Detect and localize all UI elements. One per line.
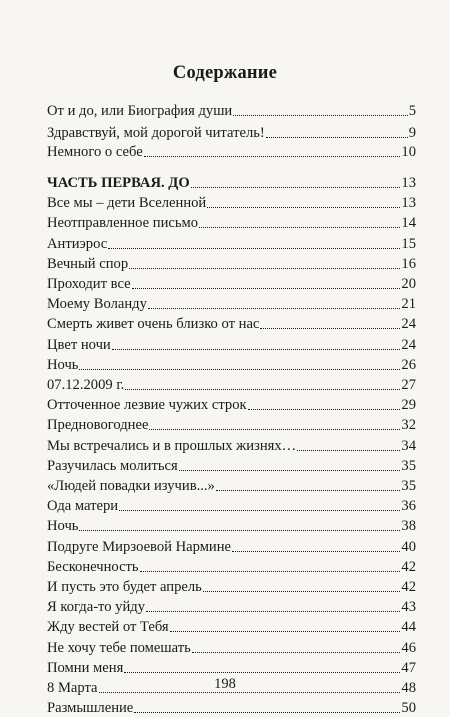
toc-entry-page: 21 [401,296,416,313]
toc-entry-title: 07.12.2009 г. [47,377,125,393]
toc-entry-page: 36 [401,498,416,515]
toc-entry [47,275,416,293]
toc-entry [47,639,416,657]
dot-leader [297,449,400,451]
toc-entry-page: 29 [401,397,416,414]
toc-entry-page: 24 [401,336,416,353]
toc-entry-title: Не хочу тебе помешать [47,639,191,656]
toc-entry-title: Бесконечность [47,558,139,575]
toc-entry [47,618,416,636]
toc-entry-title: 8 Марта [47,680,98,696]
toc-entry-title: Подруге Мирзоевой Нармине [47,538,232,555]
toc-entry-title: Ода матери [47,498,119,515]
dot-leader [216,489,401,491]
toc-entry-page: 43 [401,599,416,616]
toc-entry-title: Я когда-то уйду [47,599,146,616]
toc-entry [47,376,416,394]
toc-entry-title: Отточенное лезвие чужих строк [47,397,247,414]
dot-leader [132,287,401,289]
toc-entry-page: 48 [401,680,416,696]
toc-entry [47,295,416,313]
toc-entry [47,578,416,596]
toc-entry-title: Цвет ночи [47,336,111,353]
toc-entry-title: Разучилась молиться [47,457,178,474]
dot-leader [79,529,400,531]
toc-entry-title: Проходит все [47,276,131,292]
toc-entry-page: 44 [401,619,416,636]
toc-entry [47,214,416,232]
toc-entry-page: 10 [401,144,416,160]
toc-entry-title: Все мы – дети Вселенной [47,195,207,212]
toc-entry-page: 27 [401,377,416,393]
dot-leader [125,388,400,390]
toc-entry [47,102,416,120]
toc-entry-title: Помни меня [47,659,124,676]
dot-leader [203,590,401,592]
toc-entry-page: 42 [401,558,416,575]
toc-entry-page: 34 [401,437,416,454]
toc-entry-title: Моему Воланду [47,296,147,313]
toc-entry [47,174,416,192]
toc-entry-title: Вечный спор [47,255,129,272]
dot-leader [266,136,408,138]
toc-entry [47,659,416,677]
dot-leader [148,307,401,309]
toc-entry [47,356,416,374]
dot-leader [146,610,400,612]
toc-entry [47,699,416,717]
toc-entry-page: 38 [401,518,416,535]
dot-leader [192,651,401,653]
toc-entry [47,517,416,535]
toc-entry-page: 16 [401,255,416,272]
toc-entry [47,255,416,273]
toc-entry [47,437,416,455]
dot-leader [129,267,400,269]
toc-entry [47,194,416,212]
dot-leader [112,348,401,350]
toc-entry-title: ЧАСТЬ ПЕРВАЯ. ДО [47,175,190,191]
toc-entry-page: 47 [401,659,416,676]
dot-leader [124,671,400,673]
dot-leader [140,570,401,572]
dot-leader [260,327,400,329]
toc-entry-title: Ночь [47,356,79,373]
toc-entry [47,143,416,161]
toc-entry [47,235,416,253]
toc-entry [47,124,416,142]
toc-entry-page: 35 [401,478,416,494]
page-title: Содержание [172,63,278,83]
toc-entry [47,396,416,414]
toc-entry [47,416,416,434]
toc-entry-title: От и до, или Биография души [47,103,233,119]
toc-entry-page: 50 [401,700,416,717]
dot-leader [149,428,400,430]
toc-entry-title: «Людей повадки изучив...» [47,478,215,494]
toc-entry-page: 35 [401,457,416,474]
toc-entry-page: 15 [401,235,416,252]
toc-entry [47,457,416,475]
toc-entry-title: Здравствуй, мой дорогой читатель! [47,125,265,141]
toc-entry-title: Немного о себе [47,144,143,160]
toc-entry-title: Ночь [47,518,79,535]
dot-leader [199,226,400,228]
dot-leader [232,550,400,552]
dot-leader [108,247,400,249]
dot-leader [170,630,401,632]
toc-entry [47,598,416,616]
dot-leader [207,206,400,208]
toc-entry-title: Жду вестей от Тебя [47,619,169,636]
dot-leader [248,408,401,410]
toc-entry [47,315,416,333]
toc-entry-page: 40 [401,538,416,555]
toc-entry [47,558,416,576]
toc-entry-title: Антиэрос [47,235,108,252]
toc-entry-page: 26 [401,356,416,373]
toc-entry-page: 46 [401,639,416,656]
toc-entry [47,538,416,556]
toc-entry-page: 5 [408,103,416,119]
toc-entry-title: И пусть это будет апрель [47,579,202,595]
toc-entry-page: 32 [401,417,416,434]
toc-entry [47,477,416,495]
dot-leader [79,368,400,370]
toc-entry-page: 20 [401,276,416,292]
dot-leader [134,711,400,713]
toc-entry [47,336,416,354]
toc-entry-page: 9 [408,125,416,141]
dot-leader [179,469,401,471]
toc-entry-title: Мы встречались и в прошлых жизнях… [47,437,297,454]
toc-entry-title: Предновогоднее [47,417,149,434]
toc-entry [47,497,416,515]
toc-entry-page: 24 [401,316,416,333]
toc-entry-title: Смерть живет очень близко от нас [47,316,260,333]
toc-entry-title: Размышление [47,700,134,717]
dot-leader [191,186,401,188]
toc-entry-page: 13 [401,195,416,212]
dot-leader [119,509,400,511]
toc-entry-page: 13 [401,175,416,191]
toc-entry-page: 14 [401,215,416,232]
dot-leader [144,155,401,157]
page-number: 198 [214,676,236,692]
dot-leader [233,114,407,116]
toc-entry-title: Неотправленное письмо [47,215,199,232]
toc-entry-page: 42 [401,579,416,595]
